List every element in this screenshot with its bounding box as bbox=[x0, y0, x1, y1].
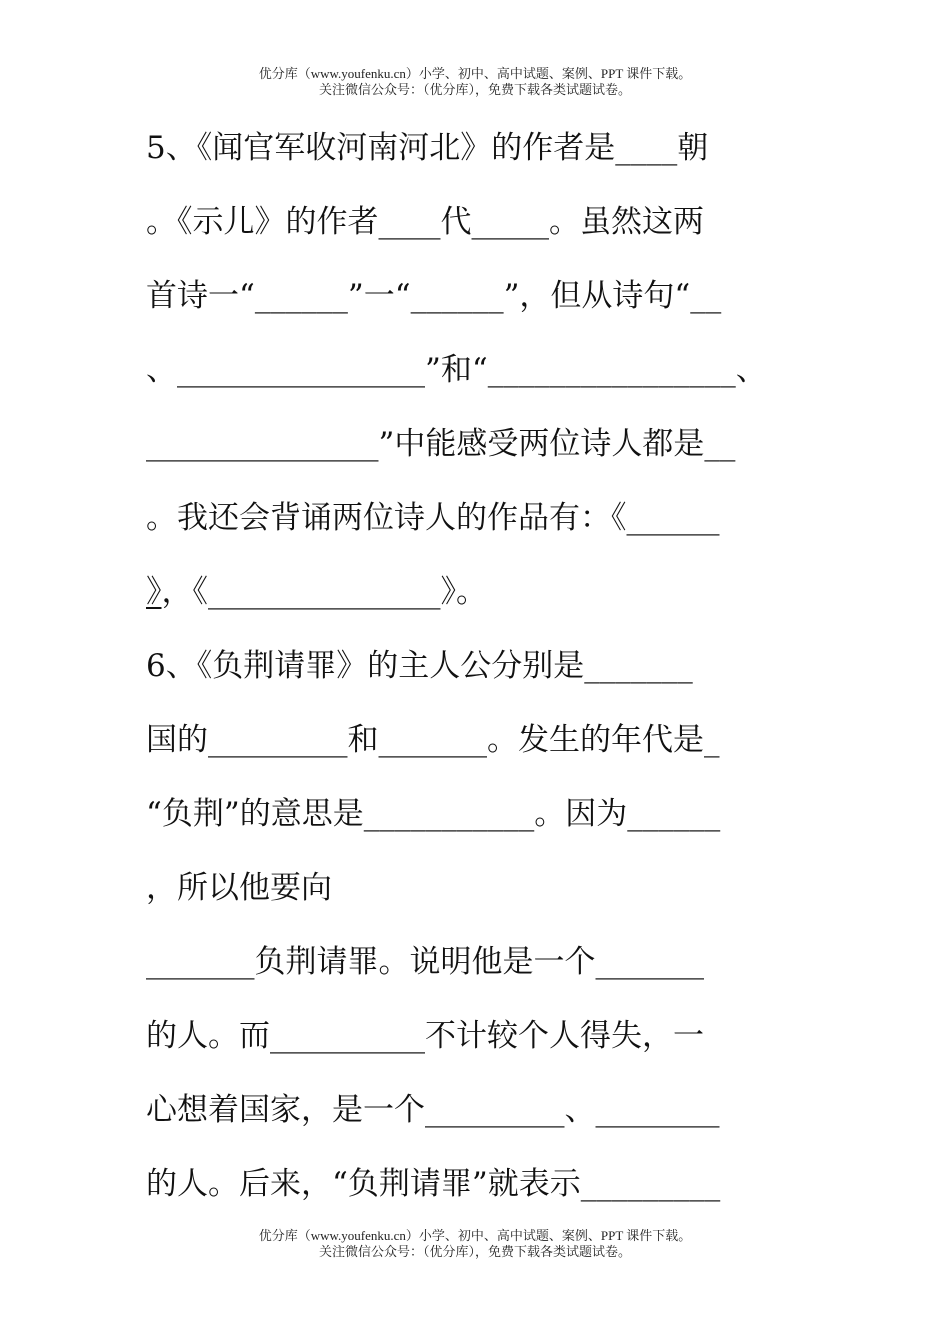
footer-line-1: 优分库（www.youfenku.cn）小学、初中、高中试题、案例、PPT 课件下载。 bbox=[258, 1228, 692, 1243]
document-body bbox=[146, 118, 806, 1228]
answer-blank: ______ bbox=[627, 796, 721, 832]
q6-text: ，所以他要向 bbox=[146, 870, 332, 906]
answer-blank: ______ bbox=[410, 278, 504, 314]
q5-line-4 bbox=[146, 340, 806, 414]
q5-line-7 bbox=[146, 562, 806, 636]
page-header bbox=[0, 66, 950, 98]
q5-text: 朝 bbox=[677, 130, 709, 166]
answer-blank: _______ bbox=[584, 648, 693, 684]
q6-text: 心想着国家，是一个 bbox=[146, 1092, 425, 1128]
q5-line-3 bbox=[146, 266, 806, 340]
answer-blank: _ bbox=[704, 722, 720, 758]
q5-text: 。虽然这两 bbox=[549, 204, 704, 240]
q6-line-6 bbox=[146, 1006, 806, 1080]
q5-text: 、 bbox=[735, 352, 767, 388]
q6-text: 和 bbox=[347, 722, 379, 758]
q5-text: 首诗一“ bbox=[146, 278, 255, 314]
answer-blank: ________________ bbox=[487, 352, 736, 388]
header-line-1: 优分库（www.youfenku.cn）小学、初中、高中试题、案例、PPT 课件下载。 bbox=[258, 66, 692, 81]
q6-text: 的人。而 bbox=[146, 1018, 270, 1054]
answer-blank: ____ bbox=[615, 130, 678, 166]
q5-text: 》 bbox=[146, 574, 162, 610]
answer-blank: __________ bbox=[270, 1018, 425, 1054]
q5-line-6 bbox=[146, 488, 806, 562]
q6-line-8 bbox=[146, 1154, 806, 1228]
answer-blank: _______ bbox=[595, 944, 704, 980]
q5-text: ，《 bbox=[161, 574, 208, 610]
answer-blank: ______ bbox=[626, 500, 720, 536]
q5-text: ”一“ bbox=[347, 278, 411, 314]
answer-blank: __ bbox=[704, 426, 736, 462]
q5-text: 代 bbox=[440, 204, 472, 240]
answer-blank: _________ bbox=[425, 1092, 565, 1128]
q6-text: 负荆请罪。说明他是一个 bbox=[254, 944, 596, 980]
answer-blank: ___________ bbox=[363, 796, 535, 832]
q6-line-7 bbox=[146, 1080, 806, 1154]
answer-blank: ______ bbox=[254, 278, 348, 314]
answer-blank: ________________ bbox=[177, 352, 425, 388]
q5-text: ”和“ bbox=[425, 352, 488, 388]
q5-line-5 bbox=[146, 414, 806, 488]
answer-blank: _______ bbox=[378, 722, 487, 758]
q6-text: 。因为 bbox=[534, 796, 628, 832]
q6-text: 的人。后来，“负荆请罪”就表示 bbox=[146, 1166, 581, 1202]
q5-text: ”中能感受两位诗人都是 bbox=[378, 426, 705, 462]
q6-line-4 bbox=[146, 858, 806, 932]
q5-text: 、 bbox=[146, 352, 177, 388]
q5-text: 5、《闻官军收河南河北》的作者是 bbox=[146, 130, 616, 166]
q6-text: 。发生的年代是 bbox=[487, 722, 704, 758]
q6-text: 6、《负荆请罪》的主人公分别是 bbox=[146, 648, 585, 684]
answer-blank: ____ bbox=[378, 204, 441, 240]
header-line-2: 关注微信公众号：（优分库），免费下载各类试题试卷。 bbox=[318, 82, 631, 97]
q6-line-2 bbox=[146, 710, 806, 784]
answer-blank: _________ bbox=[208, 722, 348, 758]
q6-line-5 bbox=[146, 932, 806, 1006]
q6-text: 国的 bbox=[146, 722, 208, 758]
q5-text: ”，但从诗句“ bbox=[503, 278, 691, 314]
q6-text: 不计较个人得失，一 bbox=[425, 1018, 704, 1054]
q5-text: 。我还会背诵两位诗人的作品有：《 bbox=[146, 500, 627, 536]
answer-blank: _______________ bbox=[146, 426, 379, 462]
answer-blank: ________ bbox=[595, 1092, 720, 1128]
q6-line-1 bbox=[146, 636, 806, 710]
q5-line-2 bbox=[146, 192, 806, 266]
q6-line-3 bbox=[146, 784, 806, 858]
answer-blank: _________ bbox=[580, 1166, 721, 1202]
answer-blank: _______________ bbox=[208, 574, 441, 610]
answer-blank: _____ bbox=[471, 204, 549, 240]
footer-line-2: 关注微信公众号：（优分库），免费下载各类试题试卷。 bbox=[318, 1244, 631, 1259]
page-footer bbox=[0, 1228, 950, 1260]
q5-text: 。《示儿》的作者 bbox=[146, 204, 379, 240]
q6-text: “负荆”的意思是 bbox=[146, 796, 364, 832]
answer-blank: __ bbox=[690, 278, 722, 314]
q6-text: 、 bbox=[564, 1092, 596, 1128]
q5-text: 》。 bbox=[440, 574, 487, 610]
q5-line-1 bbox=[146, 118, 806, 192]
answer-blank: _______ bbox=[146, 944, 255, 980]
